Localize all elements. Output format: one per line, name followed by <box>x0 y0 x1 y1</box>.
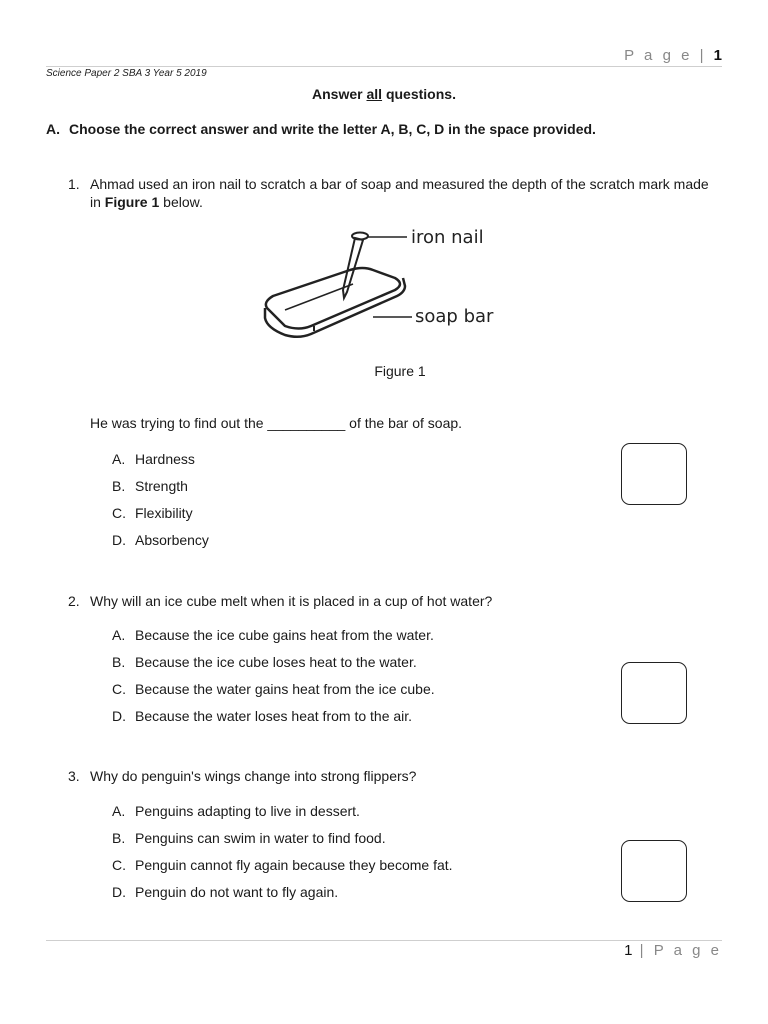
label-iron-nail: iron nail <box>411 227 484 248</box>
option-letter: A. <box>112 451 126 467</box>
option-text: Flexibility <box>135 505 193 521</box>
footer-page-word: | P a g e <box>639 942 722 959</box>
question-text <box>90 175 720 211</box>
option-letter: D. <box>112 532 126 548</box>
question-number: 1. <box>68 176 80 192</box>
question-text: Why will an ice cube melt when it is placed in a cup of hot water? <box>90 593 493 609</box>
q2-option-a[interactable] <box>112 627 434 643</box>
option-letter: C. <box>112 681 126 697</box>
q1-option-d[interactable] <box>112 532 209 548</box>
q1-option-c[interactable] <box>112 505 193 521</box>
footer-rule <box>46 940 722 941</box>
header-page-word: P a g e | <box>624 47 707 64</box>
header-page-number <box>624 47 722 64</box>
section-instruction: Choose the correct answer and write the letter A, B, C, D in the space provided. <box>69 121 596 137</box>
section-heading <box>46 121 596 137</box>
option-text: Hardness <box>135 451 195 467</box>
q2-option-c[interactable] <box>112 681 435 697</box>
option-text: Absorbency <box>135 532 209 548</box>
q2-option-b[interactable] <box>112 654 417 670</box>
option-letter: A. <box>112 627 126 643</box>
option-letter: B. <box>112 830 126 846</box>
question-text-post: below. <box>159 194 203 210</box>
q3-option-b[interactable] <box>112 830 386 846</box>
q3-option-d[interactable] <box>112 884 338 900</box>
option-letter: D. <box>112 884 126 900</box>
page-title <box>0 86 768 102</box>
option-text: Strength <box>135 478 188 494</box>
option-text: Because the water loses heat from to the air. <box>135 708 413 724</box>
q1-answer-box[interactable] <box>621 443 687 505</box>
question-3 <box>68 767 728 785</box>
option-text: Penguins can swim in water to find food. <box>135 830 386 846</box>
soap-bar-edge <box>265 278 405 337</box>
footer-page-num: 1 <box>624 942 633 959</box>
option-text: Because the water gains heat from the ice cube. <box>135 681 435 697</box>
option-text: Penguin do not want to fly again. <box>135 884 339 900</box>
figure-caption: Figure 1 <box>374 363 426 379</box>
question-text-pre: Ahmad used an iron nail to scratch a bar of soap and measured the depth of the scratch mark made in <box>90 176 709 210</box>
header-rule <box>46 66 722 67</box>
q1-option-a[interactable] <box>112 451 195 467</box>
title-post: questions. <box>382 86 456 102</box>
option-letter: C. <box>112 857 126 873</box>
question-number: 2. <box>68 593 80 609</box>
title-underlined: all <box>366 86 383 102</box>
title-pre: Answer <box>312 86 367 102</box>
footer-page-number <box>624 942 722 959</box>
question-number: 3. <box>68 768 80 784</box>
soap-bar-shape <box>266 268 400 329</box>
question-text: Why do penguin's wings change into strong flippers? <box>90 768 417 784</box>
question-1-stem: He was trying to find out the __________ of the bar of soap. <box>90 415 463 431</box>
q1-option-b[interactable] <box>112 478 188 494</box>
option-letter: B. <box>112 654 126 670</box>
option-text: Penguins adapting to live in dessert. <box>135 803 360 819</box>
option-text: Because the ice cube loses heat to the water. <box>135 654 417 670</box>
question-1 <box>68 175 728 211</box>
q3-option-c[interactable] <box>112 857 453 873</box>
q2-answer-box[interactable] <box>621 662 687 724</box>
option-text: Penguin cannot fly again because they become fat. <box>135 857 453 873</box>
paper-subject: Science Paper 2 SBA 3 Year 5 2019 <box>46 68 207 79</box>
option-letter: A. <box>112 803 126 819</box>
option-letter: C. <box>112 505 126 521</box>
q2-option-d[interactable] <box>112 708 412 724</box>
q3-answer-box[interactable] <box>621 840 687 902</box>
q3-option-a[interactable] <box>112 803 360 819</box>
section-letter: A. <box>46 121 60 137</box>
option-text: Because the ice cube gains heat from the water. <box>135 627 434 643</box>
figure-1-soap-nail <box>255 218 555 348</box>
label-soap-bar: soap bar <box>415 306 494 327</box>
figure-reference: Figure 1 <box>104 194 160 210</box>
header-page-num: 1 <box>713 47 722 64</box>
option-letter: B. <box>112 478 126 494</box>
question-2 <box>68 592 728 610</box>
option-letter: D. <box>112 708 126 724</box>
